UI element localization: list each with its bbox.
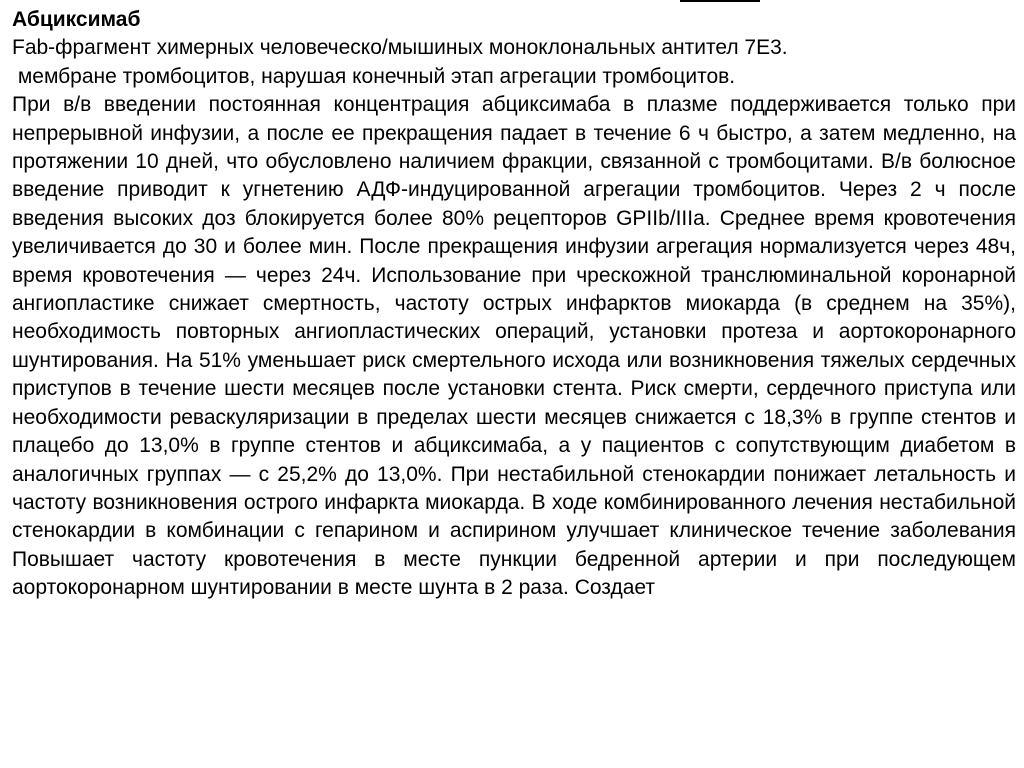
document-content [12, 6, 1016, 603]
document-title: Абциксимаб [12, 8, 141, 31]
description-line-1: Fab-фрагмент химерных человеческо/мышиных моноклональных антител 7E3. [12, 36, 788, 60]
top-divider [680, 0, 760, 2]
body-paragraph: При в/в введении постоянная концентрация абциксимаба в плазме поддерживается только при непрерывной инфузии, а после ее прекращения падает в течение 6 ч быстро, а затем медленно, на протяжении 10 дней, что обусловлено наличием фракции, связанной с тромбоцитами. В/в болюсное введение приводит к угнетению АДФ-индуцированной агрегации тромбоцитов. Через 2 ч после введения высоких доз блокируется более 80% рецепторов GPIIb/IIIa. Среднее время кровотечения увеличивается до 30 и более мин. После прекращения инфузии агрегация нормализуется через 48ч, время кровотечения — через 24ч. Использование при чрескожной транслюминальной коронарной ангиопластике снижает смертность, частоту острых инфарктов миокарда (в среднем на 35%), необходимость повторных ангиопластических операций, установки протеза и аортокоронарного шунтирования. На 51% уменьшает риск смертельного исхода или возникновения тяжелых сердечных приступов в течение шести месяцев после установки стента. Риск смерти, сердечного приступа или необходимости реваскуляризации в пределах шести месяцев снижается с 18,3% в группе стентов и плацебо до 13,0% в группе стентов и абциксимаба, а у пациентов с сопутствующим диабетом в аналогичных группах — с 25,2% до 13,0%. При нестабильной стенокардии понижает летальность и частоту возникновения острого инфаркта миокарда. В ходе комбинированного лечения нестабильной стенокардии в комбинации с гепарином и аспирином улучшает клиническое течение заболевания Повышает частоту кровотечения в месте пункции бедренной артерии и при последующем аортокоронарном шунтировании в месте шунта в 2 раза. Создает [12, 93, 1016, 600]
description-line-2: мембране тромбоцитов, нарушая конечный этап агрегации тромбоцитов. [12, 64, 736, 88]
